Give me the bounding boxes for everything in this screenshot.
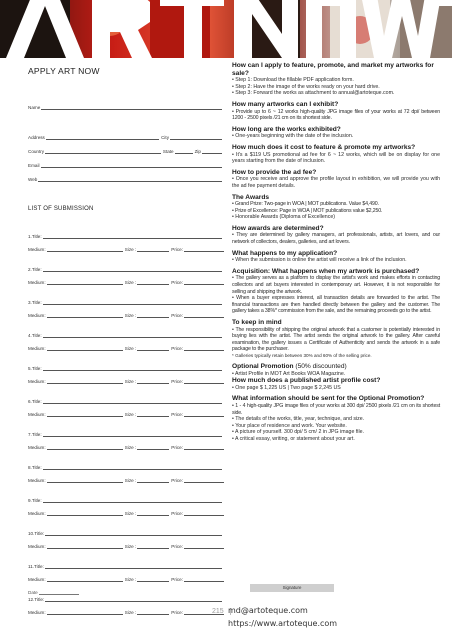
faq-question (232, 363, 440, 371)
price-label: Price: (171, 544, 183, 549)
faq-question: The Awards (232, 193, 270, 201)
size-label: Size : (124, 511, 137, 516)
price-label: Price: (171, 313, 183, 318)
faq-answer: • Prize of Excellence: Page in WOA | MOT publications value $2,250. (232, 207, 383, 214)
faq-answer: • A critical essay, writing, or statement about your art. (232, 435, 355, 442)
size-input-line[interactable] (137, 413, 169, 417)
title-label: 6.Title: (28, 399, 42, 404)
faq-question: How awards are determined? (232, 224, 324, 232)
country-input-line[interactable] (45, 150, 161, 154)
title-field[interactable] (28, 325, 224, 338)
faq-answer: • Once you receive and approve the profile layout in exhibition, we will provide you with the ad fee payment details. (232, 176, 440, 189)
title-label: 11.Title: (28, 564, 44, 569)
faq-answer: • Step 3: Forward the works as attachment to annual@artoteque.com. (232, 90, 395, 97)
faq-question: How to provide the ad fee? (232, 168, 317, 176)
email-input-line[interactable] (41, 164, 223, 168)
title-label: 1.Title: (28, 234, 42, 239)
size-label: Size : (124, 478, 137, 483)
medium-input-line[interactable] (47, 512, 123, 516)
faq-question: Acquisition: What happens when my artwork is purchased? (232, 267, 420, 275)
title-input-line[interactable] (43, 433, 222, 437)
submission-entry (28, 259, 224, 285)
submission-entry (28, 226, 224, 252)
title-input-line[interactable] (43, 235, 222, 239)
faq-answer: • Grand Prize: Two-page in WOA | MOT publications. Value $4,490. (232, 201, 379, 208)
price-input-line[interactable] (184, 545, 224, 549)
zip-label: Zip (194, 149, 201, 154)
medium-size-price-row (28, 404, 224, 417)
medium-input-line[interactable] (47, 314, 123, 318)
submission-entry (28, 523, 224, 549)
submission-entry (28, 292, 224, 318)
city-label: City (161, 135, 169, 140)
faq-answer: • The details of the works, title, year, technique, and size. (232, 416, 365, 423)
name-input-line[interactable] (41, 106, 222, 110)
medium-size-price-row (28, 536, 224, 549)
title-field[interactable] (28, 556, 224, 569)
page-number: 215 (212, 608, 231, 615)
faq-answer: • Provide up to 6 ~ 12 works high-quality JPG image files of your works at 72 dpi/ between 1200 - 2500 pixels /21 cm on its shortest side. (232, 108, 440, 122)
faq-footnote: * Galleries typically retain between 30% and 60% of the selling price. (232, 352, 372, 358)
size-label: Size : (124, 346, 137, 351)
size-label: Size : (124, 247, 137, 252)
medium-label: Medium: (28, 544, 46, 549)
faq-section (232, 62, 440, 443)
medium-size-price-row (28, 305, 224, 318)
title-input-line[interactable] (43, 367, 222, 371)
address-label: Address (28, 135, 45, 140)
faq-answer: • Artist Profile in MOT Art Books WOA Magazine. (232, 370, 346, 377)
size-input-line[interactable] (137, 578, 169, 582)
size-input-line[interactable] (137, 545, 169, 549)
medium-size-price-row (28, 371, 224, 384)
medium-size-price-row (28, 437, 224, 450)
medium-size-price-row (28, 239, 224, 252)
name-label: Name (28, 105, 41, 110)
title-label: 4.Title: (28, 333, 42, 338)
size-label: Size : (124, 379, 137, 384)
medium-label: Medium: (28, 511, 46, 516)
title-input-line[interactable] (43, 301, 222, 305)
medium-label: Medium: (28, 577, 46, 582)
medium-input-line[interactable] (47, 347, 123, 351)
size-input-line[interactable] (137, 479, 169, 483)
price-input-line[interactable] (184, 380, 224, 384)
price-label: Price: (171, 379, 183, 384)
size-input-line[interactable] (137, 380, 169, 384)
title-label: 7.Title: (28, 432, 42, 437)
size-input-line[interactable] (137, 347, 169, 351)
size-label: Size : (124, 445, 137, 450)
faq-answer: • They are determined by gallery managers, art professionals, artists, art lovers, and our network of collectors, dealers, galleries, and art lovers. (232, 232, 440, 246)
price-input-line[interactable] (184, 578, 224, 582)
country-label: Country (28, 149, 45, 154)
title-input-line[interactable] (43, 268, 222, 272)
price-label: Price: (171, 280, 183, 285)
date-field[interactable] (28, 590, 81, 595)
faq-answer: • One page $ 1,225 US | Two page $ 2,245 US (232, 384, 341, 391)
country-field[interactable] (28, 140, 224, 154)
price-input-line[interactable] (184, 281, 224, 285)
submission-entry (28, 325, 224, 351)
title-field[interactable] (28, 424, 224, 437)
size-label: Size : (124, 280, 137, 285)
size-label: Size : (124, 313, 137, 318)
title-field[interactable] (28, 292, 224, 305)
title-field[interactable] (28, 226, 224, 239)
price-label: Price: (171, 478, 183, 483)
medium-label: Medium: (28, 412, 46, 417)
submission-entry (28, 556, 224, 582)
faq-answer: • Honorable Awards (Diploma of Excellence) (232, 214, 335, 221)
form-title: APPLY ART NOW (28, 66, 100, 76)
city-input-line[interactable] (170, 136, 222, 140)
contact-website[interactable]: https://www.artoteque.com (228, 619, 338, 628)
medium-label: Medium: (28, 445, 46, 450)
medium-input-line[interactable] (47, 380, 123, 384)
address-field[interactable] (28, 126, 224, 140)
page-footer (0, 584, 452, 640)
price-label: Price: (171, 610, 183, 615)
title-field[interactable] (28, 457, 224, 470)
submission-entry (28, 457, 224, 483)
submission-list (28, 226, 224, 615)
price-label: Price: (171, 577, 183, 582)
title-label: 8.Title: (28, 465, 42, 470)
size-label: Size : (124, 610, 137, 615)
title-input-line[interactable] (43, 499, 222, 503)
title-input-line[interactable] (45, 565, 222, 569)
price-input-line[interactable] (184, 479, 224, 483)
title-field[interactable] (28, 490, 224, 503)
optional-promotion-heading: Optional Promotion (232, 362, 294, 370)
submission-entry (28, 391, 224, 417)
medium-label: Medium: (28, 379, 46, 384)
header-banner (0, 0, 452, 58)
web-label: Web (28, 177, 38, 182)
price-input-line[interactable] (184, 347, 224, 351)
price-label: Price: (171, 445, 183, 450)
submission-entry (28, 490, 224, 516)
title-label: 10.Title: (28, 531, 45, 536)
contact-email[interactable]: md@artoteque.com (228, 606, 308, 615)
medium-input-line[interactable] (47, 281, 123, 285)
email-label: Email (28, 163, 40, 168)
size-input-line[interactable] (137, 512, 169, 516)
medium-label: Medium: (28, 313, 46, 318)
faq-answer: • Step 2: Have the image of the works ready on your hard drive. (232, 83, 380, 90)
medium-label: Medium: (28, 478, 46, 483)
size-label: Size : (124, 412, 137, 417)
medium-input-line[interactable] (47, 413, 123, 417)
medium-label: Medium: (28, 610, 46, 615)
size-label: Size : (124, 577, 137, 582)
price-input-line[interactable] (184, 512, 224, 516)
title-input-line[interactable] (43, 334, 222, 338)
medium-input-line[interactable] (47, 248, 123, 252)
web-field[interactable] (28, 168, 224, 182)
faq-answer: • The responsibility of shipping the original artwork that a customer is potentially interested in buying lies with the artist. The artist sends the original artwork to the gallery. After careful examination, the gallery issues a Certificate of Authenticity and sends the artwork in a safe package to the purchaser. (232, 326, 440, 353)
medium-size-price-row (28, 338, 224, 351)
price-label: Price: (171, 412, 183, 417)
medium-label: Medium: (28, 247, 46, 252)
faq-answer: • When the submission is online the artist will receive a link of the inclusion. (232, 257, 407, 264)
faq-question: What happens to my application? (232, 249, 338, 257)
medium-input-line[interactable] (47, 545, 123, 549)
submission-entry (28, 358, 224, 384)
medium-input-line[interactable] (47, 578, 123, 582)
title-input-line[interactable] (43, 466, 222, 470)
title-input-line[interactable] (43, 400, 222, 404)
medium-label: Medium: (28, 280, 46, 285)
title-label: 3.Title: (28, 300, 42, 305)
title-label: 5.Title: (28, 366, 42, 371)
size-input-line[interactable] (137, 281, 169, 285)
title-field[interactable] (28, 358, 224, 371)
faq-question: To keep in mind (232, 319, 282, 326)
submission-entry (28, 424, 224, 450)
web-input-line[interactable] (38, 178, 222, 182)
medium-label: Medium: (28, 346, 46, 351)
medium-size-price-row (28, 503, 224, 516)
size-label: Size : (124, 544, 137, 549)
application-form (28, 66, 224, 622)
date-input-line[interactable] (39, 591, 79, 595)
state-label: State (162, 149, 174, 154)
faq-answer: • One-years beginning with the date of the inclusion. (232, 133, 354, 140)
contact-info (228, 604, 337, 630)
title-field[interactable] (28, 259, 224, 272)
medium-size-price-row (28, 470, 224, 483)
faq-answer: • 1 - 4 high-quality JPG image files of your works at 300 dpi/ 2500 pixels /21 cm on its shortest side. (232, 402, 440, 416)
faq-answer: • When a buyer expresses interest, all transaction details are forwarded to the artist. The financial transactions are then handled directly between the gallery and the customer. The gallery takes a 38%* commission from the sale, and the remaining proceeds go to the artist. (232, 295, 440, 315)
price-label: Price: (171, 346, 183, 351)
submission-list-title: LIST OF SUBMISSION (28, 206, 94, 212)
faq-question: What information should be sent for the Optional Promotion? (232, 395, 425, 403)
signature-field[interactable]: Signature (250, 584, 334, 592)
faq-answer: • The gallery serves as a platform to display the artist's work and makes efforts in contacting collectors and art buyers interested in contemporary art. However, it is not responsible for selling and shipping the artwork. (232, 275, 440, 295)
faq-answer: • It's a $119 US promotional ad fee for 6 ~ 12 works, which will be on display for one years starting from the date of inclusion. (232, 151, 440, 165)
size-input-line[interactable] (137, 248, 169, 252)
price-label: Price: (171, 511, 183, 516)
title-input-line[interactable] (45, 532, 222, 536)
state-input-line[interactable] (175, 150, 193, 154)
title-field[interactable] (28, 523, 224, 536)
address-input-line[interactable] (46, 136, 159, 140)
price-input-line[interactable] (184, 413, 224, 417)
faq-question: How much does it cost to feature & promote my artworks? (232, 143, 416, 151)
price-input-line[interactable] (184, 446, 224, 450)
faq-answer: • Step 1: Download the fillable PDF application form. (232, 77, 354, 84)
title-field[interactable] (28, 391, 224, 404)
banner-logo (0, 0, 452, 58)
medium-input-line[interactable] (47, 446, 123, 450)
title-label: 2.Title: (28, 267, 42, 272)
email-field[interactable] (28, 154, 224, 168)
zip-input-line[interactable] (202, 150, 222, 154)
price-input-line[interactable] (184, 248, 224, 252)
faq-question: How can I apply to feature, promote, and market my artworks for sale? (232, 62, 434, 77)
optional-promotion-discount: (50% discounted) (293, 362, 347, 370)
size-input-line[interactable] (137, 446, 169, 450)
faq-answer: • A picture of yourself. 300 dpi/ 5 cm/ 2 in JPG image file. (232, 429, 364, 436)
size-input-line[interactable] (137, 314, 169, 318)
faq-question: How many artworks can I exhibit? (232, 100, 339, 108)
name-field[interactable] (28, 96, 224, 110)
medium-size-price-row (28, 272, 224, 285)
price-input-line[interactable] (184, 314, 224, 318)
faq-answer: • Your place of residence and work. Your website. (232, 422, 347, 429)
faq-question: How much does a published artist profile cost? (232, 377, 381, 385)
faq-question: How long are the works exhibited? (232, 125, 341, 133)
title-label: 9.Title: (28, 498, 42, 503)
medium-size-price-row (28, 569, 224, 582)
title-label: 12.Title: (28, 597, 45, 602)
date-label: Date (28, 590, 38, 595)
price-label: Price: (171, 247, 183, 252)
medium-input-line[interactable] (47, 479, 123, 483)
